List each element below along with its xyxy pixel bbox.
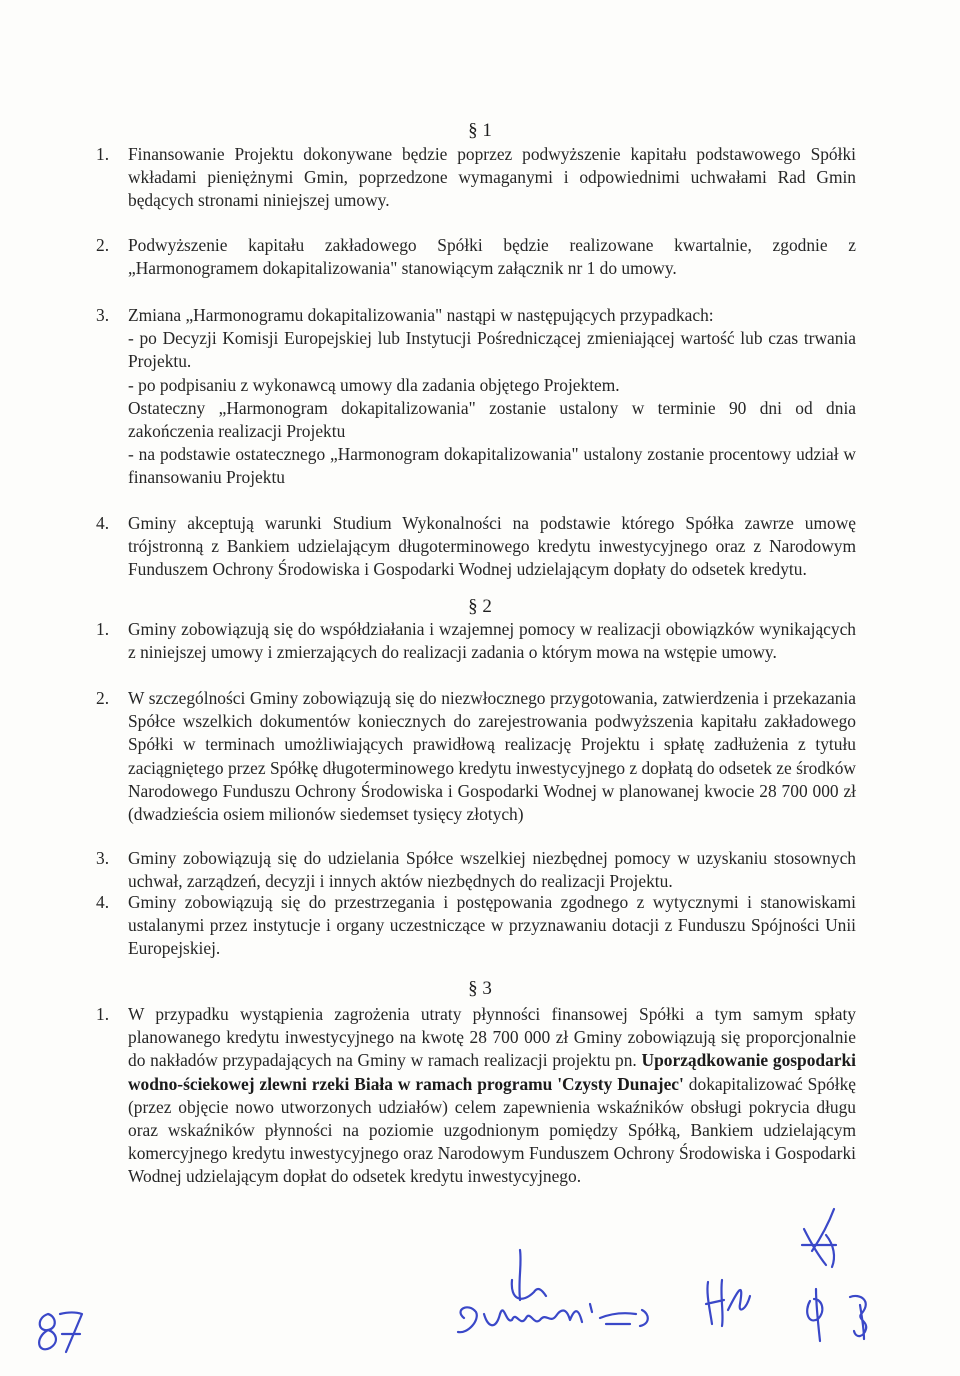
- section-1-item-3: 3. Zmiana „Harmonogramu dokapitalizowania" nastąpi w następujących przypadkach: - po Decyzji Komisji Europejskiej lub Instytucji Pośredniczącej zmieniającej wartość lub czas trwania Projektu. - po podpisaniu z wykonawcą umowy dla zadania objętego Projektem. Ostateczny „Harmonogram dokapitalizowania" zostanie ustalony w terminie 90 dni od dnia zakończenia realizacji Projektu - na podstawie ostatecznego „Harmonogram dokapitalizowania" ustalony zostanie procentowy udział w finansowaniu Projektu: [96, 304, 856, 490]
- initials-icon: [698, 1270, 758, 1330]
- section-1-item-3-body: [128, 304, 856, 490]
- text-after: dokapitalizować Spółkę (przez objęcie nowo utworzonych udziałów) celem zapewnienia wskaźników obsługi pokrycia długu oraz wskaźników płynności na poziomie uzgodnionym pomiędzy Spółką, Bankiem udzielającym komercyjnego kredytu inwestycyjnego oraz Narodowym Funduszem Ochrony Środowiska i Gospodarki Wodnej udzielającym dopłat do odsetek kredytu inwestycyjnego.: [128, 1073, 856, 1187]
- project-name: Uporządkowanie gospodarki wodno-ściekowej zlewni rzeki Biała w ramach programu 'Czysty Dunajec': [128, 1050, 856, 1094]
- paragraph: Ostateczny „Harmonogram dokapitalizowania" zostanie ustalony w terminie 90 dni od dnia zakończenia realizacji Projektu: [128, 397, 856, 442]
- text-before: W przypadku wystąpienia zagrożenia utraty płynności finansowej Spółki a tym samym spłaty planowanego kredytu inwestycyjnego na kwotę 28 700 000 zł Gminy zobowiązują się proporcjonalnie do nakładów przypadających na Gminy w ramach realizacji projektu pn.: [128, 1004, 856, 1071]
- section-2-item-2: 2. W szczególności Gminy zobowiązują się do niezwłocznego przygotowania, zatwierdzenia i przekazania Spółce wszelkich dokumentów koniecznych do zarejestrowania podwyższenia kapitału zakładowego Spółki w terminach umożliwiających prawidłową realizację Projektu i spłatę zadłużenia z tytułu zaciągniętego przez Spółkę długoterminowego kredytu inwestycyjnego z dopłatą do odsetek ze środków Narodowego Funduszu Ochrony Środowiska i Gospodarki Wodnej w planowanej kwocie 28 700 000 zł (dwadzieścia osiem milionów siedemset tysięcy złotych): [96, 688, 856, 825]
- paragraph: - po podpisaniu z wykonawcą umowy dla zadania objętego Projektem.: [128, 374, 620, 395]
- section-heading-3: § 3: [468, 978, 492, 999]
- initials-2: [780, 1205, 890, 1345]
- initials-icon: [780, 1205, 890, 1345]
- section-1-item-1: 1. Finansowanie Projektu dokonywane będzie poprzez podwyższenie kapitału podstawowego Spółki wkładami pieniężnymi Gmin, poprzedzone wymaganymi i odpowiednimi uchwałami Rad Gmin będących stronami niniejszej umowy.: [96, 144, 856, 211]
- section-3-item-1: 1. W przypadku wystąpienia zagrożenia utraty płynności finansowej Spółki a tym samym spłaty planowanego kredytu inwestycyjnego na kwotę 28 700 000 zł Gminy zobowiązują się proporcjonalnie do nakładów przypadających na Gminy w ramach realizacji projektu pn. Uporządkowanie gospodarki wodno-ściekowej zlewni rzeki Biała w ramach programu 'Czysty Dunajec' dokapitalizować Spółkę (przez objęcie nowo utworzonych udziałów) celem zapewnienia wskaźników obsługi pokrycia długu oraz wskaźników płynności na poziomie uzgodnionym pomiędzy Spółką, Bankiem udzielającym komercyjnego kredytu inwestycyjnego oraz Narodowym Funduszem Ochrony Środowiska i Gospodarki Wodnej udzielającym dopłat do odsetek kredytu inwestycyjnego.: [96, 1004, 856, 1187]
- section-2-item-4: 4. Gminy zobowiązują się do przestrzegania i postępowania zgodnego z wytycznymi i stanowiskami ustalanymi przez instytucje i organy uczestniczące w przyznawaniu dotacji z Funduszu Spójności Unii Europejskiej.: [96, 892, 856, 959]
- paragraph: Zmiana „Harmonogramu dokapitalizowania" nastąpi w następujących przypadkach:: [128, 305, 714, 325]
- page-number-icon: [30, 1300, 90, 1358]
- signature-szymanska: [450, 1240, 690, 1340]
- paragraph: - po Decyzji Komisji Europejskiej lub Instytucji Pośredniczącej zmieniającej wartość lub czas trwania Projektu.: [128, 328, 856, 372]
- section-1-item-2: 2. Podwyższenie kapitału zakładowego Spółki będzie realizowane kwartalnie, zgodnie z „Harmonogramem dokapitalizowania" stanowiącym załącznik nr 1 do umowy.: [96, 235, 856, 279]
- paragraph: - na podstawie ostatecznego „Harmonogram dokapitalizowania" ustalony zostanie procentowy udział w finansowaniu Projektu: [128, 444, 856, 488]
- section-2-item-1: 1. Gminy zobowiązują się do współdziałania i wzajemnej pomocy w realizacji obowiązków wynikających z niniejszej umowy i zmierzających do realizacji zadania o którym mowa na wstępie umowy.: [96, 619, 856, 663]
- section-2-item-3: 3. Gminy zobowiązują się do udzielania Spółce wszelkiej niezbędnej pomocy w uzyskaniu stosownych uchwał, zarządzeń, decyzji i innych aktów niezbędnych do realizacji Projektu.: [96, 848, 856, 892]
- signature-icon: [450, 1240, 690, 1340]
- section-1-item-4: 4. Gminy akceptują warunki Studium Wykonalności na podstawie którego Spółka zawrze umowę trójstronną z Bankiem udzielającym długoterminowego kredytu inwestycyjnego oraz z Narodowym Funduszem Ochrony Środowiska i Gospodarki Wodnej udzielającym dopłaty do odsetek kredytu.: [96, 513, 856, 580]
- initials-1: [698, 1270, 758, 1330]
- page-number-handwritten: [30, 1300, 90, 1358]
- section-heading-1: § 1: [468, 120, 492, 141]
- section-heading-2: § 2: [468, 596, 492, 617]
